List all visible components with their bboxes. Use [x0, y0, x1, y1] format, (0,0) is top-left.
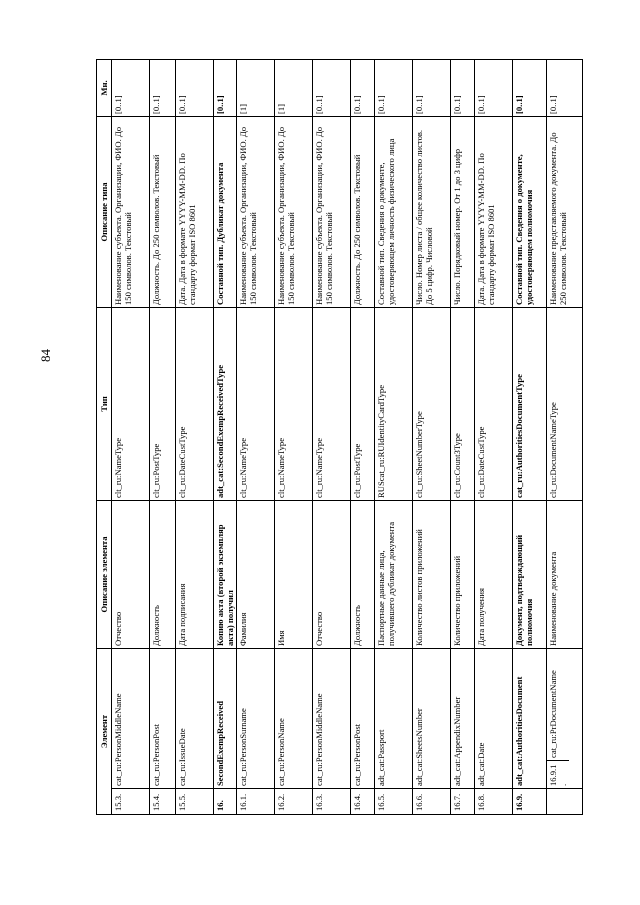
row-multiplicity: [0..1]: [150, 59, 176, 116]
row-type-description: Составной тип. Дубликат документа: [214, 116, 237, 307]
row-number: 16.5.: [375, 789, 413, 815]
row-multiplicity: [0..1]: [351, 59, 375, 116]
row-number: 16.1.: [237, 789, 275, 815]
row-multiplicity: [0..1]: [375, 59, 413, 116]
row-type-description: Наименование субъекта. Организации, ФИО. До 150 символов. Текстовый: [313, 116, 351, 307]
table-header-row: [97, 59, 112, 814]
row-multiplicity: [0..1]: [451, 59, 475, 116]
table-row: [547, 59, 583, 814]
row-type: adt_cat:SecondExempReceivedType: [214, 307, 237, 500]
elements-table: [96, 59, 583, 815]
row-number: 16.9.1.: [547, 760, 569, 788]
row-description: Должность: [150, 500, 176, 648]
row-multiplicity: [0..1]: [112, 59, 150, 116]
row-description: Копию акта (второй экземпляр акта) получил: [214, 500, 237, 648]
page-number: 84: [38, 349, 53, 362]
row-number: 15.3.: [112, 789, 150, 815]
row-type: clt_ru:Count3Type: [451, 307, 475, 500]
row-type-description: Должность. До 250 символов. Текстовый: [150, 116, 176, 307]
row-multiplicity: [0..1]: [547, 59, 583, 116]
table-row: [214, 59, 237, 814]
row-type-description: Должность. До 250 символов. Текстовый: [351, 116, 375, 307]
row-type: clt_ru:NameType: [112, 307, 150, 500]
row-number: 16.8.: [475, 789, 513, 815]
table-row: [475, 59, 513, 814]
row-type: clt_ru:SheetNumberType: [413, 307, 451, 500]
row-element: adt_cat:AppendixNumber: [451, 648, 475, 788]
row-number: 16.9.: [513, 789, 547, 815]
row-multiplicity: [0..1]: [413, 59, 451, 116]
row-description: Отчество: [112, 500, 150, 648]
row-description: Дата получения: [475, 500, 513, 648]
row-description: Количество листов приложений: [413, 500, 451, 648]
header-element: Элемент: [97, 648, 112, 814]
table-row: [413, 59, 451, 814]
row-element: cat_ru:PersonSurname: [237, 648, 275, 788]
row-type: clt_ru:NameType: [313, 307, 351, 500]
table-row: [451, 59, 475, 814]
row-description: Отчество: [313, 500, 351, 648]
row-description: Должность: [351, 500, 375, 648]
row-element: adt_cat:AuthoritiesDocument: [513, 648, 547, 788]
table-row: [513, 59, 547, 814]
header-description: Описание элемента: [97, 500, 112, 648]
indent-cell: [547, 789, 583, 815]
row-element: cat_ru:PersonName: [275, 648, 313, 788]
row-element: cat_ru:PrDocumentName: [548, 670, 558, 758]
row-element: adt_cat:Passport: [375, 648, 413, 788]
row-element: cat_ru:PersonMiddleName: [112, 648, 150, 788]
row-type: cat_ru:AuthoritiesDocumentType: [513, 307, 547, 500]
row-type-description: Наименование субъекта. Организации, ФИО. До 150 символов. Текстовый: [237, 116, 275, 307]
row-type-description: Наименование субъекта. Организации, ФИО. До 150 символов. Текстовый: [275, 116, 313, 307]
table-row: [275, 59, 313, 814]
row-type-description: Наименование представляемого документа. До 250 символов. Текстовый: [547, 116, 583, 307]
row-element: cat_ru:PersonPost: [351, 648, 375, 788]
header-multiplicity: Мн.: [97, 59, 112, 116]
row-type-description: Дата. Дата в формате YYYY-MM-DD. По стандарту формат ISO 8601: [475, 116, 513, 307]
row-description: Имя: [275, 500, 313, 648]
row-type-description: Наименование субъекта. Организации, ФИО. До 150 символов. Текстовый: [112, 116, 150, 307]
row-multiplicity: [1]: [275, 59, 313, 116]
row-element: adt_cat:Date: [475, 648, 513, 788]
row-number: 15.5.: [176, 789, 214, 815]
table-row: [351, 59, 375, 814]
row-type: clt_ru:DateCustType: [475, 307, 513, 500]
row-type-description: Составной тип. Сведения о документе, удостоверяющем личность физического лица: [375, 116, 413, 307]
row-number: 16.2.: [275, 789, 313, 815]
table-row: [375, 59, 413, 814]
row-element: cat_ru:PersonMiddleName: [313, 648, 351, 788]
table-row: [176, 59, 214, 814]
row-element: SecondExempReceived: [214, 648, 237, 788]
row-type: RUScat_ru:RUIdentityCardType: [375, 307, 413, 500]
row-description: Паспортные данные лица, получившего дубликат документа: [375, 500, 413, 648]
table-row: [237, 59, 275, 814]
row-element: adt_cat:SheetsNumber: [413, 648, 451, 788]
header-type-description: Описание типа: [97, 116, 112, 307]
row-multiplicity: [0..1]: [313, 59, 351, 116]
row-number: 16.3.: [313, 789, 351, 815]
table-body: [112, 59, 583, 814]
row-description: Количество приложений: [451, 500, 475, 648]
row-type-description: Дата. Дата в формате YYYY-MM-DD. По стандарту формат ISO 8601: [176, 116, 214, 307]
row-multiplicity: [0..1]: [214, 59, 237, 116]
row-type-description: Составной тип. Сведения о документе, удостоверяющем полномочия: [513, 116, 547, 307]
row-number: 16.: [214, 789, 237, 815]
row-multiplicity: [1]: [237, 59, 275, 116]
row-description: Документ, подтверждающий полномочия: [513, 500, 547, 648]
row-type: clt_ru:DocumentNameType: [547, 307, 583, 500]
row-type: clt_ru:PostType: [351, 307, 375, 500]
row-multiplicity: [0..1]: [176, 59, 214, 116]
header-type: Тип: [97, 307, 112, 500]
row-description: Фамилия: [237, 500, 275, 648]
subrow-element-cell: [547, 648, 583, 788]
row-type-description: Число. Порядковый номер. От 1 до 3 цифр: [451, 116, 475, 307]
table-row: [313, 59, 351, 814]
table-row: [112, 59, 150, 814]
row-number: 16.4.: [351, 789, 375, 815]
row-number: 16.7.: [451, 789, 475, 815]
row-type: clt_ru:PostType: [150, 307, 176, 500]
row-type: clt_ru:NameType: [275, 307, 313, 500]
table-row: [150, 59, 176, 814]
row-description: Наименование документа: [547, 500, 583, 648]
row-multiplicity: [0..1]: [513, 59, 547, 116]
row-number: 15.4.: [150, 789, 176, 815]
row-multiplicity: [0..1]: [475, 59, 513, 116]
row-description: Дата подписания: [176, 500, 214, 648]
row-type: clt_ru:NameType: [237, 307, 275, 500]
rotated-table-container: [96, 60, 568, 815]
row-element: cat_ru:PersonPost: [150, 648, 176, 788]
row-type: clt_ru:DateCustType: [176, 307, 214, 500]
row-element: cat_ru:IssueDate: [176, 648, 214, 788]
row-type-description: Число. Номер листа / общее количество листов. До 5 цифр. Числовой: [413, 116, 451, 307]
row-number: 16.6.: [413, 789, 451, 815]
